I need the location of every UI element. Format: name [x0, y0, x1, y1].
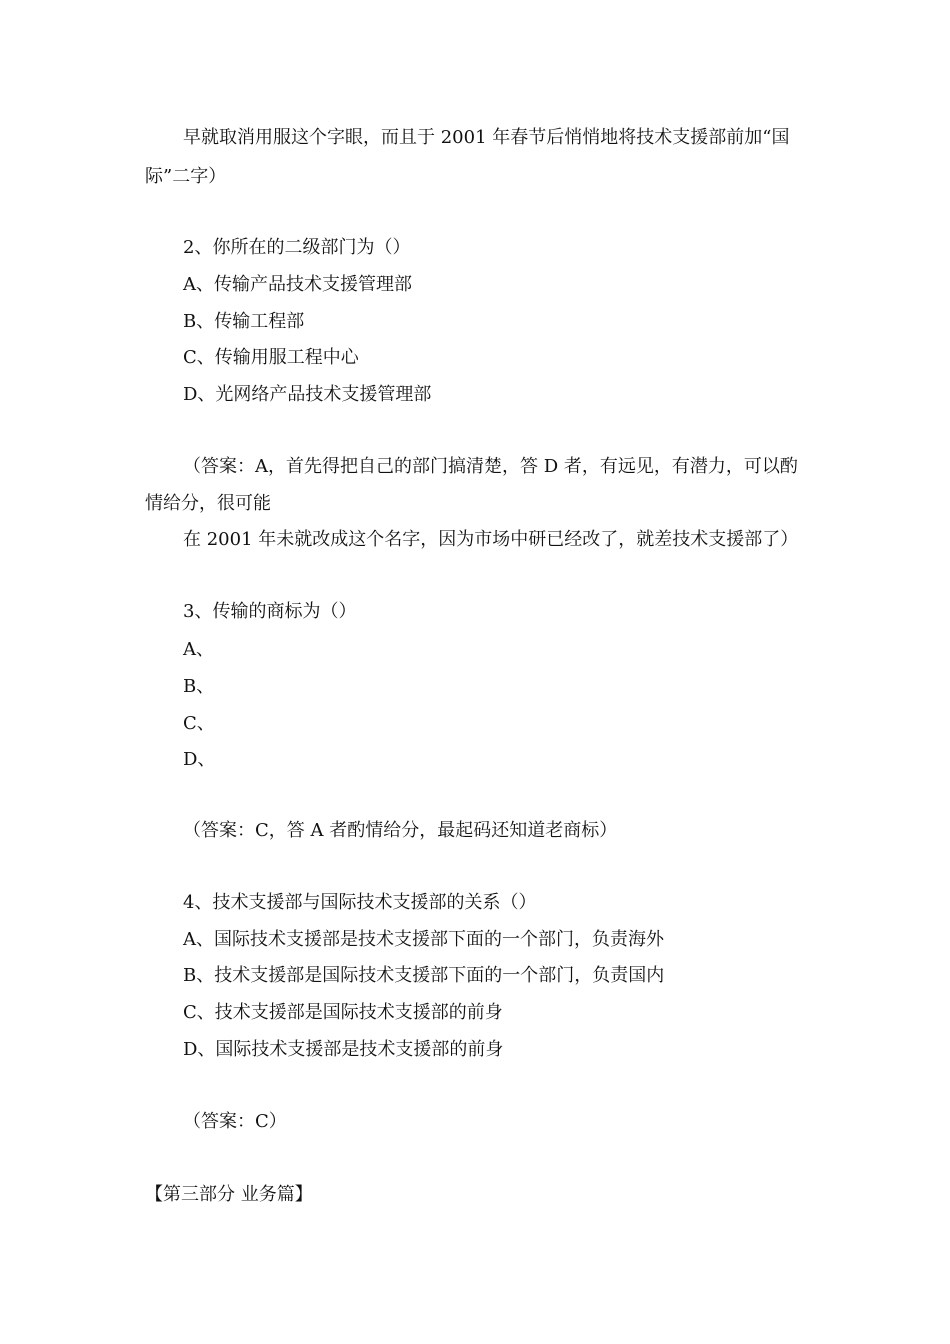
question-3: 3、传输的商标为（） [183, 601, 357, 622]
question-2-option-d: D、光网络产品技术支援管理部 [183, 384, 432, 405]
question-2-answer-line-2: 情给分，很可能 [145, 493, 271, 514]
question-2-option-a: A、传输产品技术支援管理部 [183, 274, 412, 295]
intro-line-1: 早就取消用服这个字眼，而且于 2001 年春节后悄悄地将技术支援部前加“国 [183, 127, 790, 148]
question-3-option-b: B、 [183, 676, 215, 697]
question-2-option-c: C、传输用服工程中心 [183, 347, 359, 368]
question-3-option-c: C、 [183, 713, 215, 734]
question-4-option-b: B、技术支援部是国际技术支援部下面的一个部门，负责国内 [183, 965, 665, 986]
question-2-option-b: B、传输工程部 [183, 311, 305, 332]
question-4-option-d: D、国际技术支援部是技术支援部的前身 [183, 1039, 504, 1060]
question-4-answer: （答案：C） [183, 1111, 287, 1132]
question-3-answer: （答案：C，答 A 者酌情给分，最起码还知道老商标） [183, 820, 618, 841]
question-4: 4、技术支援部与国际技术支援部的关系（） [183, 892, 537, 913]
question-2-answer-line-3: 在 2001 年未就改成这个名字，因为市场中研已经改了，就差技术支援部了） [183, 529, 799, 550]
intro-line-2: 际”二字） [145, 166, 227, 187]
section-heading: 【第三部分 业务篇】 [145, 1184, 313, 1205]
question-4-option-c: C、技术支援部是国际技术支援部的前身 [183, 1002, 503, 1023]
question-2: 2、你所在的二级部门为（） [183, 237, 411, 258]
question-4-option-a: A、国际技术支援部是技术支援部下面的一个部门，负责海外 [183, 929, 664, 950]
question-3-option-d: D、 [183, 749, 216, 770]
question-2-answer-line-1: （答案：A，首先得把自己的部门搞清楚，答 D 者，有远见，有潜力，可以酌 [183, 456, 798, 477]
question-3-option-a: A、 [183, 639, 214, 660]
